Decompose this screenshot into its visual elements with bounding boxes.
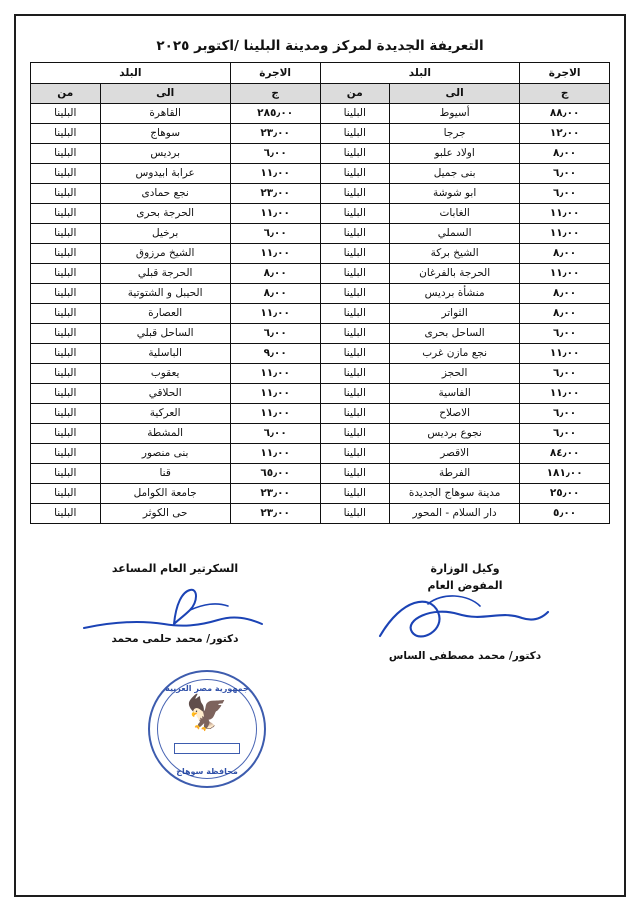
cell-fare-left: ١٨١٫٠٠	[520, 464, 610, 484]
table-row	[31, 264, 610, 284]
cell-to-left: الثواتر	[390, 304, 520, 324]
cell-fare-left: ٦٫٠٠	[520, 364, 610, 384]
cell-fare-left: ٨٫٠٠	[520, 244, 610, 264]
cell-to-left: الحجز	[390, 364, 520, 384]
cell-from-left: البلينا	[320, 124, 389, 144]
table-row	[31, 384, 610, 404]
cell-from-right: البلينا	[31, 104, 101, 124]
cell-fare-left: ٨٨٫٠٠	[520, 104, 610, 124]
cell-from-left: البلينا	[320, 464, 389, 484]
cell-to-right: سوهاج	[100, 124, 230, 144]
cell-to-left: نجع مازن غرب	[390, 344, 520, 364]
cell-fare-right: ١١٫٠٠	[230, 444, 320, 464]
table-row	[31, 144, 610, 164]
cell-fare-left: ١١٫٠٠	[520, 224, 610, 244]
cell-to-left: الساحل بحرى	[390, 324, 520, 344]
cell-fare-left: ٨٫٠٠	[520, 304, 610, 324]
cell-from-right: البلينا	[31, 324, 101, 344]
cell-from-right: البلينا	[31, 304, 101, 324]
cell-to-left: الفاسية	[390, 384, 520, 404]
cell-to-right: العصارة	[100, 304, 230, 324]
cell-fare-right: ٢٣٫٠٠	[230, 124, 320, 144]
cell-fare-right: ٦٫٠٠	[230, 144, 320, 164]
header-destination-left: البلد	[320, 63, 520, 84]
cell-fare-right: ١١٫٠٠	[230, 244, 320, 264]
cell-from-left: البلينا	[320, 504, 389, 524]
cell-from-right: البلينا	[31, 364, 101, 384]
cell-to-right: الباسلية	[100, 344, 230, 364]
tariff-table	[30, 62, 610, 524]
cell-from-right: البلينا	[31, 464, 101, 484]
header-from-right: من	[31, 84, 101, 104]
cell-from-left: البلينا	[320, 324, 389, 344]
cell-to-right: نجع حمادى	[100, 184, 230, 204]
cell-to-left: اولاد علبو	[390, 144, 520, 164]
table-row	[31, 464, 610, 484]
eagle-emblem-icon: 🦅	[185, 693, 229, 733]
cell-to-right: الحيبل و الشتوتية	[100, 284, 230, 304]
table-row	[31, 244, 610, 264]
cell-from-left: البلينا	[320, 164, 389, 184]
cell-fare-left: ٨٫٠٠	[520, 284, 610, 304]
signature-left-title: السكرتير العام المساعد	[111, 562, 239, 575]
cell-to-right: برديس	[100, 144, 230, 164]
signature-right-name: دكتور/ محمد مصطفى الساس	[388, 650, 542, 662]
cell-fare-right: ١١٫٠٠	[230, 304, 320, 324]
cell-from-right: البلينا	[31, 204, 101, 224]
cell-from-right: البلينا	[31, 424, 101, 444]
cell-from-left: البلينا	[320, 244, 389, 264]
cell-to-left: نجوع برديس	[390, 424, 520, 444]
official-stamp	[148, 670, 266, 788]
signature-right-subtitle: المفوض العام	[427, 579, 503, 592]
cell-to-left: الاصلاح	[390, 404, 520, 424]
cell-to-right: حى الكوثر	[100, 504, 230, 524]
table-header-row-sub	[31, 84, 610, 104]
cell-fare-left: ١١٫٠٠	[520, 264, 610, 284]
table-row	[31, 204, 610, 224]
cell-fare-right: ٩٫٠٠	[230, 344, 320, 364]
table-row	[31, 184, 610, 204]
table-row	[31, 484, 610, 504]
table-row	[31, 124, 610, 144]
cell-fare-left: ١١٫٠٠	[520, 344, 610, 364]
table-row	[31, 304, 610, 324]
cell-fare-right: ١١٫٠٠	[230, 204, 320, 224]
cell-fare-left: ٦٫٠٠	[520, 324, 610, 344]
table-row	[31, 344, 610, 364]
cell-fare-right: ٢٣٫٠٠	[230, 504, 320, 524]
cell-from-right: البلينا	[31, 384, 101, 404]
cell-fare-right: ١١٫٠٠	[230, 364, 320, 384]
cell-to-left: أسيوط	[390, 104, 520, 124]
cell-fare-left: ٨٤٫٠٠	[520, 444, 610, 464]
cell-from-right: البلينا	[31, 124, 101, 144]
handwritten-signature-right	[372, 588, 552, 652]
cell-to-left: السملي	[390, 224, 520, 244]
table-header-row-top	[31, 63, 610, 84]
header-fare-unit-right: ج	[230, 84, 320, 104]
stamp-top-text: جمهورية مصر العربية	[165, 684, 249, 693]
table-row	[31, 104, 610, 124]
cell-fare-right: ٨٫٠٠	[230, 264, 320, 284]
document-content	[30, 30, 610, 881]
cell-from-left: البلينا	[320, 224, 389, 244]
header-fare-right: الاجرة	[230, 63, 320, 84]
cell-fare-right: ٢٨٥٫٠٠	[230, 104, 320, 124]
cell-to-right: جامعة الكوامل	[100, 484, 230, 504]
table-row	[31, 444, 610, 464]
header-to-left: الى	[390, 84, 520, 104]
cell-fare-right: ٦٫٠٠	[230, 424, 320, 444]
stamp-bottom-text: محافظة سوهاج	[176, 767, 238, 776]
cell-to-left: الفرطة	[390, 464, 520, 484]
cell-to-right: الحرجة بحرى	[100, 204, 230, 224]
cell-from-left: البلينا	[320, 204, 389, 224]
cell-from-right: البلينا	[31, 184, 101, 204]
header-fare-unit-left: ج	[520, 84, 610, 104]
table-row	[31, 404, 610, 424]
page-title: التعريفة الجديدة لمركز ومدينة البلينا /اكتوبر ٢٠٢٥	[156, 38, 484, 54]
table-row	[31, 424, 610, 444]
cell-from-right: البلينا	[31, 344, 101, 364]
cell-fare-left: ٦٫٠٠	[520, 164, 610, 184]
cell-to-right: الحرجة قبلي	[100, 264, 230, 284]
table-row	[31, 504, 610, 524]
cell-to-left: ابو شوشة	[390, 184, 520, 204]
tariff-table-body	[31, 104, 610, 524]
cell-to-right: الساحل قبلي	[100, 324, 230, 344]
table-row	[31, 284, 610, 304]
signature-block-left	[42, 562, 309, 645]
table-row	[31, 364, 610, 384]
cell-to-right: برخيل	[100, 224, 230, 244]
cell-to-left: بنى جميل	[390, 164, 520, 184]
header-destination-right: البلد	[31, 63, 231, 84]
cell-fare-right: ٦٫٠٠	[230, 224, 320, 244]
signature-area	[30, 562, 610, 782]
cell-from-left: البلينا	[320, 384, 389, 404]
cell-from-left: البلينا	[320, 364, 389, 384]
header-to-right: الى	[100, 84, 230, 104]
cell-from-left: البلينا	[320, 104, 389, 124]
cell-from-left: البلينا	[320, 144, 389, 164]
cell-fare-left: ٦٫٠٠	[520, 424, 610, 444]
cell-fare-left: ١١٫٠٠	[520, 384, 610, 404]
cell-fare-right: ٨٫٠٠	[230, 284, 320, 304]
cell-from-right: البلينا	[31, 404, 101, 424]
cell-to-right: بنى منصور	[100, 444, 230, 464]
cell-fare-left: ١٢٫٠٠	[520, 124, 610, 144]
cell-fare-left: ٢٥٫٠٠	[520, 484, 610, 504]
cell-to-right: الشيخ مرزوق	[100, 244, 230, 264]
cell-from-right: البلينا	[31, 504, 101, 524]
cell-from-right: البلينا	[31, 144, 101, 164]
cell-from-right: البلينا	[31, 264, 101, 284]
cell-from-right: البلينا	[31, 284, 101, 304]
cell-from-right: البلينا	[31, 164, 101, 184]
cell-to-right: القاهرة	[100, 104, 230, 124]
cell-fare-right: ١١٫٠٠	[230, 384, 320, 404]
cell-fare-right: ١١٫٠٠	[230, 404, 320, 424]
cell-fare-left: ١١٫٠٠	[520, 204, 610, 224]
cell-from-right: البلينا	[31, 224, 101, 244]
cell-fare-left: ٨٫٠٠	[520, 144, 610, 164]
cell-from-left: البلينا	[320, 444, 389, 464]
cell-to-right: العركية	[100, 404, 230, 424]
cell-fare-right: ٦٫٠٠	[230, 324, 320, 344]
cell-from-left: البلينا	[320, 264, 389, 284]
cell-to-left: دار السلام - المحور	[390, 504, 520, 524]
cell-to-left: الحرجة بالفرغان	[390, 264, 520, 284]
cell-from-left: البلينا	[320, 484, 389, 504]
cell-from-left: البلينا	[320, 424, 389, 444]
cell-fare-right: ١١٫٠٠	[230, 164, 320, 184]
signature-block-right	[332, 562, 599, 662]
cell-to-right: الحلاقي	[100, 384, 230, 404]
table-row	[31, 224, 610, 244]
signature-right-title: وكيل الوزارة	[430, 562, 500, 575]
cell-to-right: قنا	[100, 464, 230, 484]
cell-from-left: البلينا	[320, 344, 389, 364]
cell-from-right: البلينا	[31, 244, 101, 264]
cell-from-left: البلينا	[320, 404, 389, 424]
cell-to-left: الغابات	[390, 204, 520, 224]
table-row	[31, 324, 610, 344]
cell-to-left: جرجا	[390, 124, 520, 144]
signature-left-name: دكتور/ محمد حلمى محمد	[111, 633, 239, 645]
cell-to-left: الشيخ بركة	[390, 244, 520, 264]
cell-from-left: البلينا	[320, 284, 389, 304]
cell-from-right: البلينا	[31, 484, 101, 504]
cell-to-left: الاقصر	[390, 444, 520, 464]
table-row	[31, 164, 610, 184]
cell-to-right: المشطة	[100, 424, 230, 444]
header-from-left: من	[320, 84, 389, 104]
cell-to-right: يعقوب	[100, 364, 230, 384]
cell-to-left: منشأة برديس	[390, 284, 520, 304]
cell-fare-right: ٢٣٫٠٠	[230, 184, 320, 204]
header-fare-left: الاجرة	[520, 63, 610, 84]
cell-fare-left: ٦٫٠٠	[520, 404, 610, 424]
cell-fare-left: ٥٫٠٠	[520, 504, 610, 524]
cell-fare-right: ٦٥٫٠٠	[230, 464, 320, 484]
stamp-banner-bar	[174, 743, 240, 754]
cell-to-left: مدينة سوهاج الجديدة	[390, 484, 520, 504]
cell-to-right: عرابة ابيدوس	[100, 164, 230, 184]
cell-from-left: البلينا	[320, 184, 389, 204]
cell-from-left: البلينا	[320, 304, 389, 324]
cell-fare-right: ٢٣٫٠٠	[230, 484, 320, 504]
cell-fare-left: ٦٫٠٠	[520, 184, 610, 204]
cell-from-right: البلينا	[31, 444, 101, 464]
